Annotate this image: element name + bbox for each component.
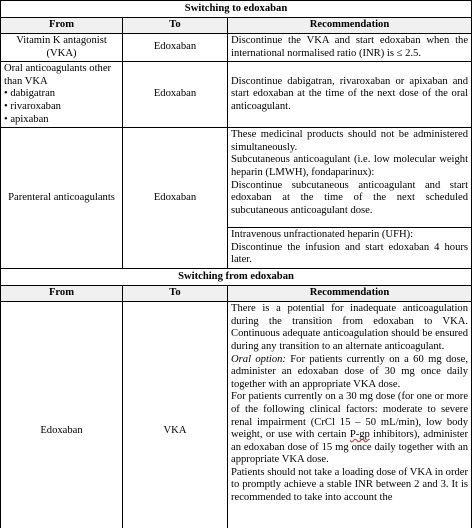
- section-header-row: [1, 269, 472, 286]
- list-item: • apixaban: [4, 114, 119, 127]
- section-title-switching-from: Switching from edoxaban: [1, 269, 472, 286]
- cell-recommendation: [228, 302, 472, 528]
- column-header-recommendation: Recommendation: [228, 286, 472, 302]
- rec-paragraph: [231, 354, 468, 392]
- rec-text: For patients currently on a 30 mg dose (for one or more of the following clinical factors: moderate to severe renal impairment (CrCl 15 – 50 mL/min), low body weight, or use with certain: [231, 391, 469, 441]
- rec-paragraph: Discontinue the infusion and start edoxaban 4 hours later.: [231, 241, 469, 266]
- cell-from: [1, 62, 123, 128]
- column-header-row: [1, 286, 472, 302]
- rec-paragraph: Subcutaneous anticoagulant (i.e. low molecular weight heparin (LMWH), fondaparinux):: [231, 154, 469, 178]
- rec-paragraph: Patients should not take a loading dose of VKA in order to promptly achieve a stable INR between 2 and 3. It is recommended to take into account the: [231, 466, 469, 504]
- oral-option-label: Oral option:: [231, 353, 286, 365]
- table-row: [1, 128, 472, 228]
- cell-recommendation: [228, 128, 472, 228]
- cell-to: VKA: [123, 302, 228, 528]
- cell-recommendation: Discontinue dabigatran, rivaroxaban or apixaban and start edoxaban at the time of the next dose of the oral anticoagulant.: [228, 62, 472, 128]
- cell-to: Edoxaban: [123, 34, 228, 62]
- column-header-row: [1, 18, 472, 34]
- oral-option-text: For patients currently on a 60 mg dose, administer an edoxaban dose of 30 mg once daily together with an appropriate VKA dose.: [231, 353, 469, 390]
- from-intro: Oral anticoagulants other than VKA: [4, 63, 112, 87]
- section-header-row: [1, 1, 472, 18]
- table-row: [1, 302, 472, 528]
- cell-from: Edoxaban: [1, 302, 123, 528]
- spellcheck-word: P-gp: [349, 429, 370, 441]
- cell-to: Edoxaban: [123, 128, 228, 269]
- column-header-to: To: [123, 18, 228, 34]
- column-header-recommendation: Recommendation: [228, 18, 472, 34]
- column-header-from: From: [1, 286, 123, 302]
- cell-to: Edoxaban: [123, 62, 228, 128]
- rec-paragraph: These medicinal products should not be administered simultaneously.: [231, 129, 469, 153]
- column-header-to: To: [123, 286, 228, 302]
- anticoagulant-list: [4, 88, 119, 126]
- table-row: [1, 62, 472, 128]
- list-item: • dabigatran: [4, 88, 119, 101]
- rec-paragraph: There is a potential for inadequate anticoagulation during the transition from edoxaban to VKA. Continuous adequate anticoagulation should be ensured during any transition to an alternate anticoagulant.: [231, 303, 469, 352]
- rec-paragraph: Intravenous unfractionated heparin (UFH):: [231, 229, 414, 241]
- list-item: • rivaroxaban: [4, 101, 119, 114]
- cell-recommendation: [228, 228, 472, 269]
- column-header-from: From: [1, 18, 123, 34]
- rec-paragraph: [231, 391, 468, 467]
- cell-from: Vitamin K antagonist (VKA): [1, 34, 123, 62]
- rec-text: inhibitors), administer an edoxaban dose of 15 mg once daily together with an appropriate VKA dose.: [231, 429, 469, 466]
- cell-recommendation: Discontinue the VKA and start edoxaban when the international normalised ratio (INR) is ≤ 2.5.: [228, 34, 472, 62]
- rec-paragraph: Discontinue subcutaneous anticoagulant and start edoxaban at the time of the next scheduled subcutaneous anticoagulant dose.: [231, 179, 469, 216]
- table-row: [1, 34, 472, 62]
- section-title-switching-to: Switching to edoxaban: [1, 1, 472, 18]
- cell-from: Parenteral anticoagulants: [1, 128, 123, 269]
